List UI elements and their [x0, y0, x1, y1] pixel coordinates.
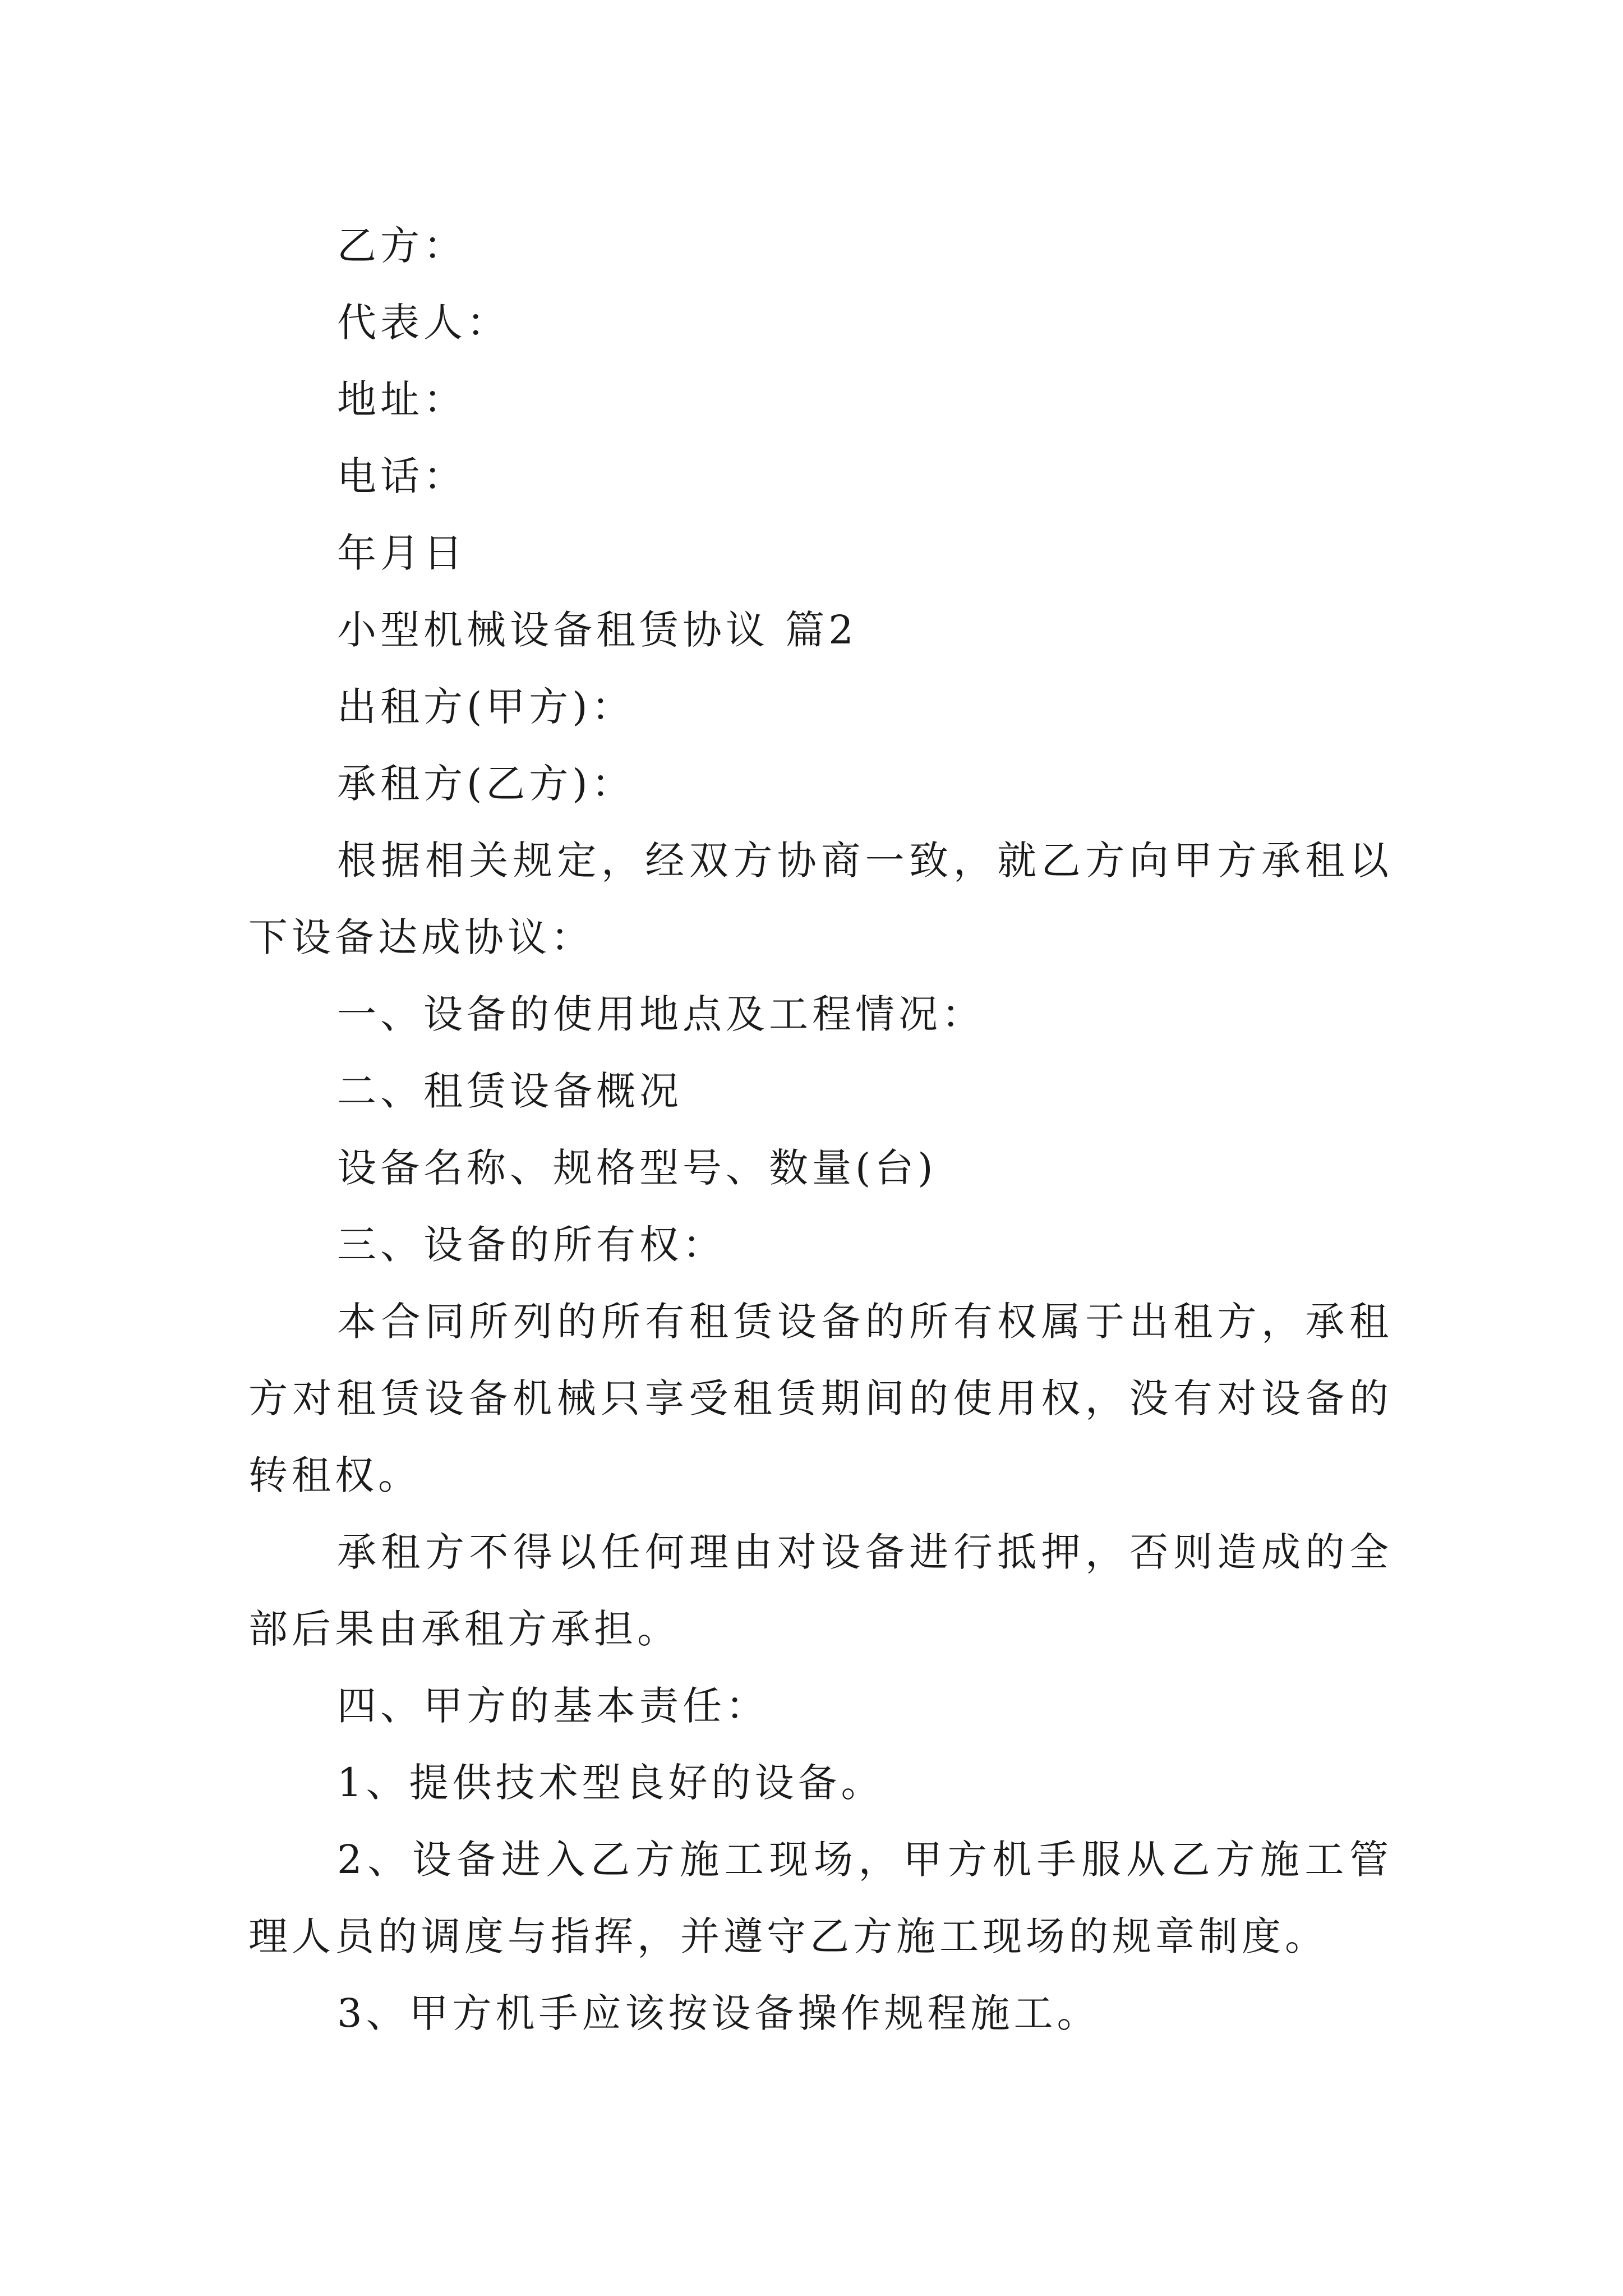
party-b-line: 乙方：	[337, 223, 467, 269]
clause-2-heading: 二、租赁设备概况	[337, 1068, 683, 1114]
document-body	[248, 208, 1393, 2052]
duty-item-3: 3、甲方机手应该按设备操作规程施工。	[337, 1990, 1100, 2036]
date-line: 年月日	[337, 530, 467, 576]
ownership-paragraph: 本合同所列的所有租赁设备的所有权属于出租方，承租方对租赁设备机械只享受租赁期间的使用权，没有对设备的转租权。	[248, 1299, 1393, 1498]
lessee-line: 承租方(乙方)：	[337, 761, 635, 807]
preamble-paragraph: 根据相关规定，经双方协商一致，就乙方向甲方承租以下设备达成协议：	[248, 838, 1393, 960]
representative-line: 代表人：	[337, 300, 510, 346]
mortgage-paragraph: 承租方不得以任何理由对设备进行抵押，否则造成的全部后果由承租方承担。	[248, 1529, 1393, 1652]
clause-4-heading: 四、甲方的基本责任：	[337, 1683, 769, 1729]
equipment-fields-line: 设备名称、规格型号、数量(台)	[337, 1145, 937, 1191]
address-line: 地址：	[337, 376, 467, 422]
duty-item-2: 2、设备进入乙方施工现场，甲方机手服从乙方施工管理人员的调度与指挥，并遵守乙方施工现场的规章制度。	[248, 1837, 1393, 1959]
clause-3-heading: 三、设备的所有权：	[337, 1222, 726, 1268]
section-title: 小型机械设备租赁协议 篇2	[337, 607, 857, 653]
clause-1-heading: 一、设备的使用地点及工程情况：	[337, 991, 985, 1037]
lessor-line: 出租方(甲方)：	[337, 684, 635, 730]
phone-line: 电话：	[337, 453, 467, 499]
duty-item-1: 1、提供技术型良好的设备。	[337, 1760, 884, 1806]
